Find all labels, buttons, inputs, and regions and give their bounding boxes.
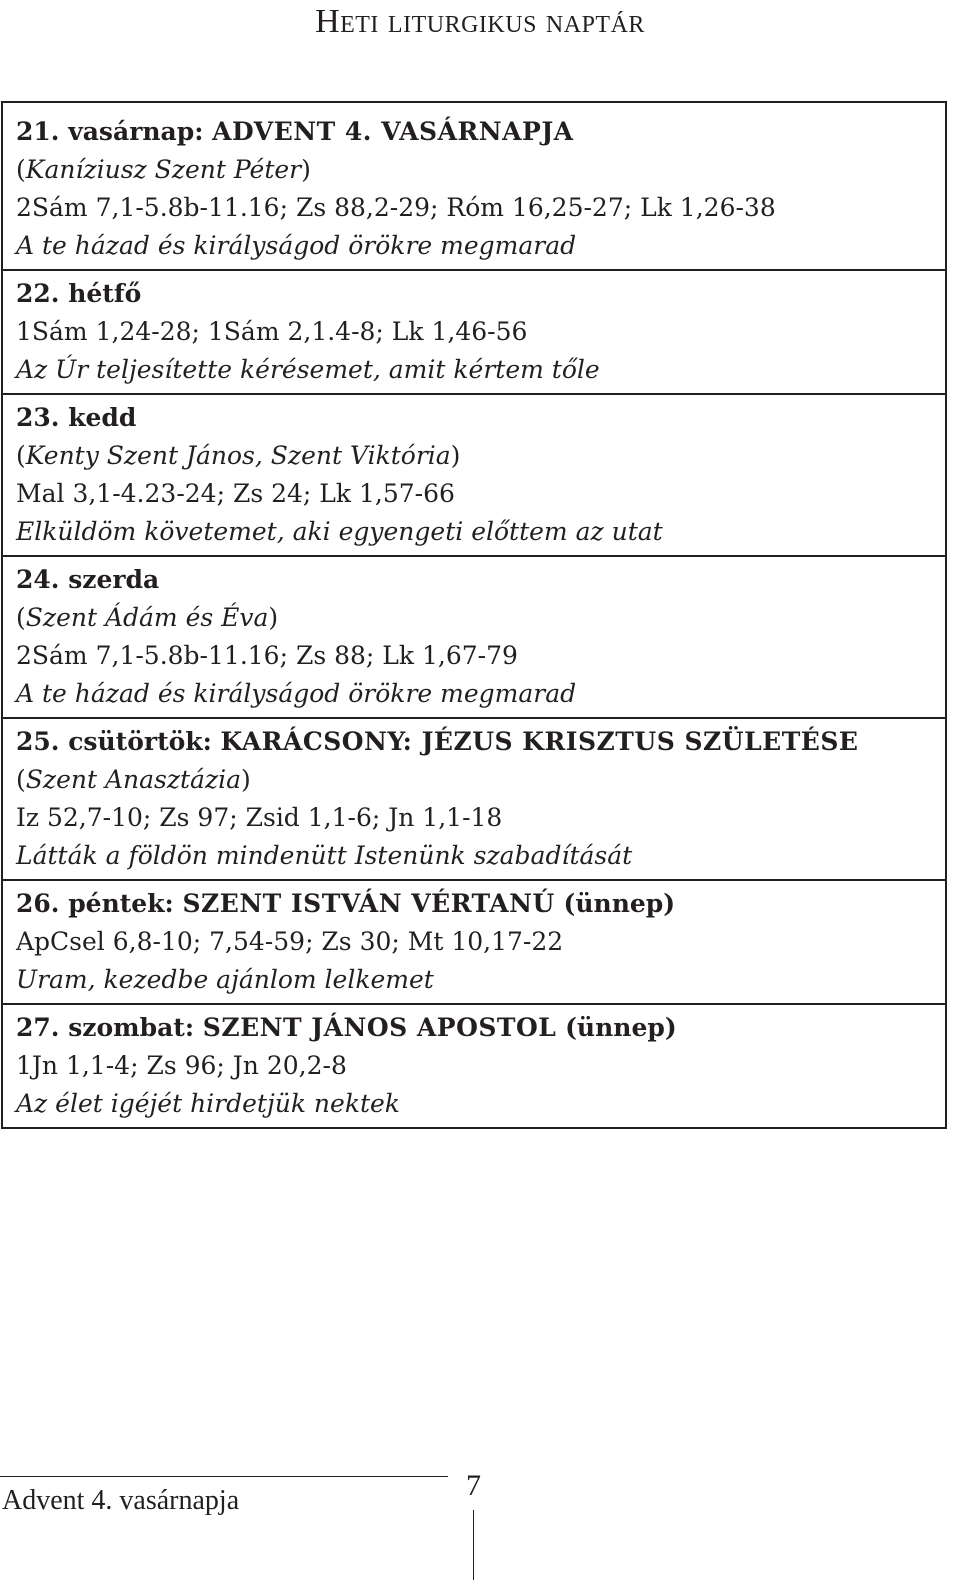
feast-name: ADVENT 4. VASÁRNAPJA xyxy=(212,117,574,146)
day-label: 25. csütörtök: xyxy=(16,727,221,756)
day-block-27 xyxy=(3,1003,945,1127)
day-heading: 24. szerda xyxy=(16,565,160,594)
saints-line: (Szent Anasztázia) xyxy=(16,765,251,794)
saints-line: (Szent Ádám és Éva) xyxy=(16,603,279,632)
readings-line: 1Jn 1,1-4; Zs 96; Jn 20,2-8 xyxy=(16,1051,347,1080)
page-number: 7 xyxy=(466,1469,481,1502)
psalm-response: Látták a földön mindenütt Istenünk szabadítását xyxy=(16,841,633,870)
psalm-response: Uram, kezedbe ajánlom lelkemet xyxy=(16,965,434,994)
readings-line: ApCsel 6,8-10; 7,54-59; Zs 30; Mt 10,17-22 xyxy=(16,927,564,956)
day-heading: 22. hétfő xyxy=(16,279,142,308)
psalm-response: Elküldöm követemet, aki egyengeti előttem az utat xyxy=(16,517,663,546)
saints-names: Szent Ádám és Éva xyxy=(25,603,269,632)
day-block-24 xyxy=(3,555,945,717)
saints-names: Kenty Szent János, Szent Viktória xyxy=(25,441,451,470)
readings-line: 2Sám 7,1-5.8b-11.16; Zs 88; Lk 1,67-79 xyxy=(16,641,518,670)
day-block-25 xyxy=(3,717,945,879)
feast-name: SZENT ISTVÁN VÉRTANÚ xyxy=(182,889,555,918)
saints-names: Kaníziusz Szent Péter xyxy=(25,155,302,184)
feast-rank: (ünnep) xyxy=(554,889,676,918)
readings-line: 2Sám 7,1-5.8b-11.16; Zs 88,2-29; Róm 16,25-27; Lk 1,26-38 xyxy=(16,193,776,222)
footer-vertical-rule xyxy=(473,1510,474,1580)
page-title: Heti liturgikus naptár xyxy=(315,3,645,40)
saints-line: (Kaníziusz Szent Péter) xyxy=(16,155,311,184)
day-block-21 xyxy=(3,103,945,269)
day-heading xyxy=(16,1009,945,1047)
readings-line: Mal 3,1-4.23-24; Zs 24; Lk 1,57-66 xyxy=(16,479,455,508)
footer-divider xyxy=(0,1476,448,1477)
saints-line: (Kenty Szent János, Szent Viktória) xyxy=(16,441,461,470)
day-heading xyxy=(16,113,945,151)
liturgical-calendar xyxy=(1,101,947,1129)
psalm-response: A te házad és királyságod örökre megmarad xyxy=(16,231,577,260)
day-heading: 23. kedd xyxy=(16,403,137,432)
readings-line: Iz 52,7-10; Zs 97; Zsid 1,1-6; Jn 1,1-18 xyxy=(16,803,503,832)
readings-line: 1Sám 1,24-28; 1Sám 2,1.4-8; Lk 1,46-56 xyxy=(16,317,528,346)
footer-label: Advent 4. vasárnapja xyxy=(2,1485,240,1516)
feast-name: SZENT JÁNOS APOSTOL xyxy=(202,1013,557,1042)
day-heading xyxy=(16,885,945,923)
psalm-response: A te házad és királyságod örökre megmarad xyxy=(16,679,577,708)
day-label: 27. szombat: xyxy=(16,1013,203,1042)
psalm-response: Az Úr teljesítette kérésemet, amit kértem tőle xyxy=(16,355,600,384)
psalm-response: Az élet igéjét hirdetjük nektek xyxy=(16,1089,400,1118)
day-block-26 xyxy=(3,879,945,1003)
feast-name: KARÁCSONY: JÉZUS KRISZTUS SZÜLETÉSE xyxy=(220,727,859,756)
day-label: 21. vasárnap: xyxy=(16,117,213,146)
day-heading xyxy=(16,723,945,761)
saints-names: Szent Anasztázia xyxy=(25,765,242,794)
day-block-23 xyxy=(3,393,945,555)
day-block-22 xyxy=(3,269,945,393)
feast-rank: (ünnep) xyxy=(556,1013,677,1042)
day-label: 26. péntek: xyxy=(16,889,183,918)
